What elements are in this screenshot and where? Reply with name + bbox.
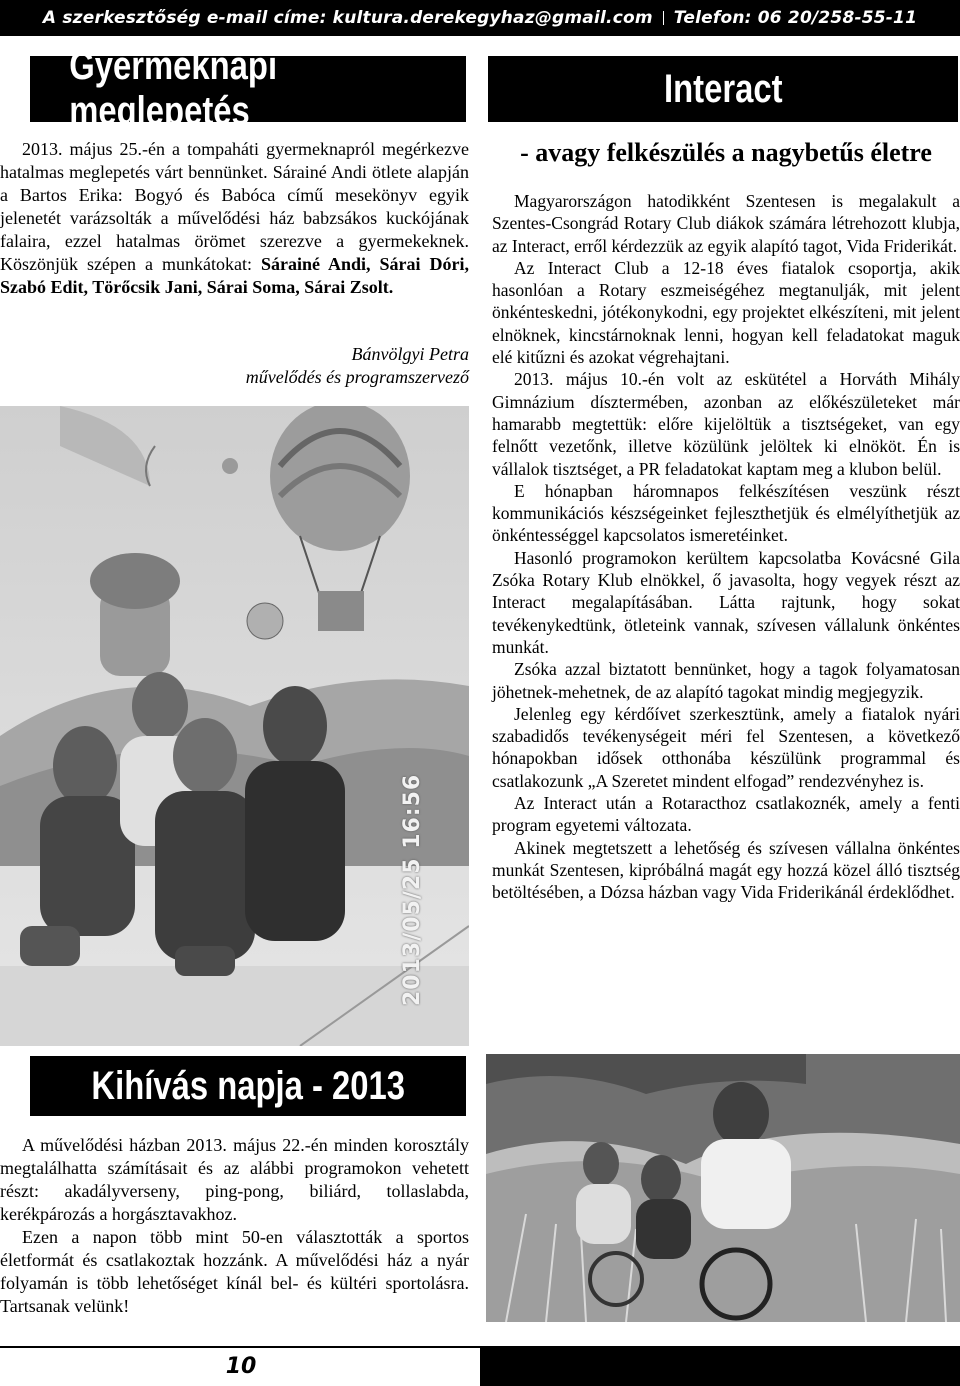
left-article-title: Gyermeknapi meglepetés (69, 44, 278, 133)
left-article-body (0, 138, 469, 299)
header-contact-bar (0, 0, 960, 36)
left-article-signature (200, 343, 469, 389)
left-article-text: 2013. május 25.-én a tompaháti gyermeknapról megérkezve hatalmas meglepetés várt bennünket. Sárainé Andi ötlete alapján a Bartos Erika: Bogyó és Babóca című mesekönyv egyik jelenetét varázsolták a művelődési ház babzsákos kuckójának falaira, ezzel hatalmas örömet szerezve a gyermekeknek. Köszönjük szépen a munkátokat: (0, 139, 469, 274)
mural-group-photo (0, 406, 469, 1046)
page-footer (0, 1346, 960, 1386)
right-paragraph: Hasonló programokon kerültem kapcsolatba Kovácsné Gila Zsóka Rotary Klub elnökkel, ő javasolta, hogy vegyek részt az Interact megalapításában. Látta rajtunk, hogy sokat tevékenykedtünk, ötleteink vannak, szívesen vállalunk önkéntes munkát. (492, 547, 960, 657)
kihivas-paragraph: A művelődési házban 2013. május 22.-én minden korosztály megtalálhatta számításait és az alábbi programokon vehetett részt: akadályverseny, ping-pong, biliárd, tollaslabda, kerékpározás a horgásztavakhoz. (0, 1135, 469, 1224)
right-article-title-banner (488, 56, 958, 122)
page-number: 10 (225, 1353, 257, 1379)
header-separator (663, 11, 664, 25)
kihivas-article-body (0, 1134, 469, 1318)
kihivas-paragraph: Ezen a napon több mint 50-en választották a sportos életformát és csatlakoztak hozzánk. A művelődési ház a nyár folyamán is több lehetőséget kínál bel- és kültéri sportolásra. Tartsanak velünk! (0, 1227, 469, 1316)
right-article-subtitle: - avagy felkészülés a nagybetűs életre (520, 138, 932, 167)
right-paragraph: Magyarországon hatodikként Szentesen is megalakult a Szentes-Csongrád Rotary Club diákok számára létrehozott klubja, az Interact, erről kérdezzük az egyik alapító tagot, Vida Friderikát. (492, 191, 960, 256)
left-article-title-banner (30, 44, 466, 133)
header-phone: Telefon: 06 20/258-55-11 (673, 8, 918, 28)
right-paragraph: 2013. május 10.-én volt az eskütétel a Horváth Mihály Gimnázium dísztermében, azonban az előkészületeket már hamarabb megtettük: előre kijelöltük a tisztségeket, van egy felnőtt vezetőnk, illetve közülünk jelöltek ki elnököt. Én is vállalok tisztséget, a PR feladatokat kaptam meg a klubon belül. (492, 369, 960, 479)
right-paragraph: Zsóka azzal biztatott bennünket, hogy a tagok folyamatosan jöhetnek-mehetnek, de az alapító tagokat mindig megjegyzik. (492, 659, 960, 702)
right-paragraph: Jelenleg egy kérdőívet szerkesztünk, amely a fiatalok nyári szabadidős tevékenységeit méri fel Szentesen, a következő hónapokban idősek otthonába készülünk programmal és csatlakozunk „A Szeretet mindent elfogad” rendezvényhez is. (492, 703, 960, 791)
signature-role: művelődés és programszervező (245, 367, 469, 387)
photo-timestamp: 2013/05/25 16:56 (400, 773, 425, 1006)
kihivas-title-banner (30, 1056, 466, 1116)
right-paragraph: E hónapban háromnapos felkészítésen veszünk részt kommunikációs készségeinket fejleszthetjük és elmélyíthetjük az önkéntességgel kapcsolatos ismeretéinket. (492, 480, 960, 546)
signature-name: Bánvölgyi Petra (351, 344, 469, 364)
right-article-body (492, 190, 960, 904)
left-article-credits: Sárainé Andi, Sárai Dóri, Szabó Edit, Törőcsik Jani, Sárai Soma, Sárai Zsolt. (0, 254, 469, 297)
right-paragraph: Az Interact Club a 12-18 éves fiatalok csoportja, akik hasonlóan a Rotary eszmeiségéhez megtanulják, mit jelent önkénteskedni, jótékonykodni, egy projektet elkészíteni, mit jelent elnöknek, kincstárnoknak lenni, hogyan kell feladatokat maguk elé kitűzni és azokat végrehajtani. (492, 257, 960, 368)
cycling-photo-image (486, 1054, 960, 1322)
right-paragraph: Akinek megtetszett a lehetőség és szívesen vállalna önkéntes munkát Szentesen, kipróbálná magát egy hozzá közel álló tisztség betöltésében, a Dózsa házban vagy Vida Friderikánál érdeklődhet. (492, 837, 960, 903)
cycling-photo (486, 1054, 960, 1322)
mural-photo-image (0, 406, 469, 1046)
right-paragraph: Az Interact után a Rotaracthoz csatlakoznék, amely a fenti program egyetemi változata. (492, 793, 960, 836)
header-email: A szerkesztőség e-mail címe: kultura.derekegyhaz@gmail.com (42, 8, 653, 28)
right-article-title: Interact (663, 66, 783, 111)
footer-black-bar (482, 1346, 960, 1386)
kihivas-title: Kihívás napja - 2013 (91, 1063, 405, 1108)
